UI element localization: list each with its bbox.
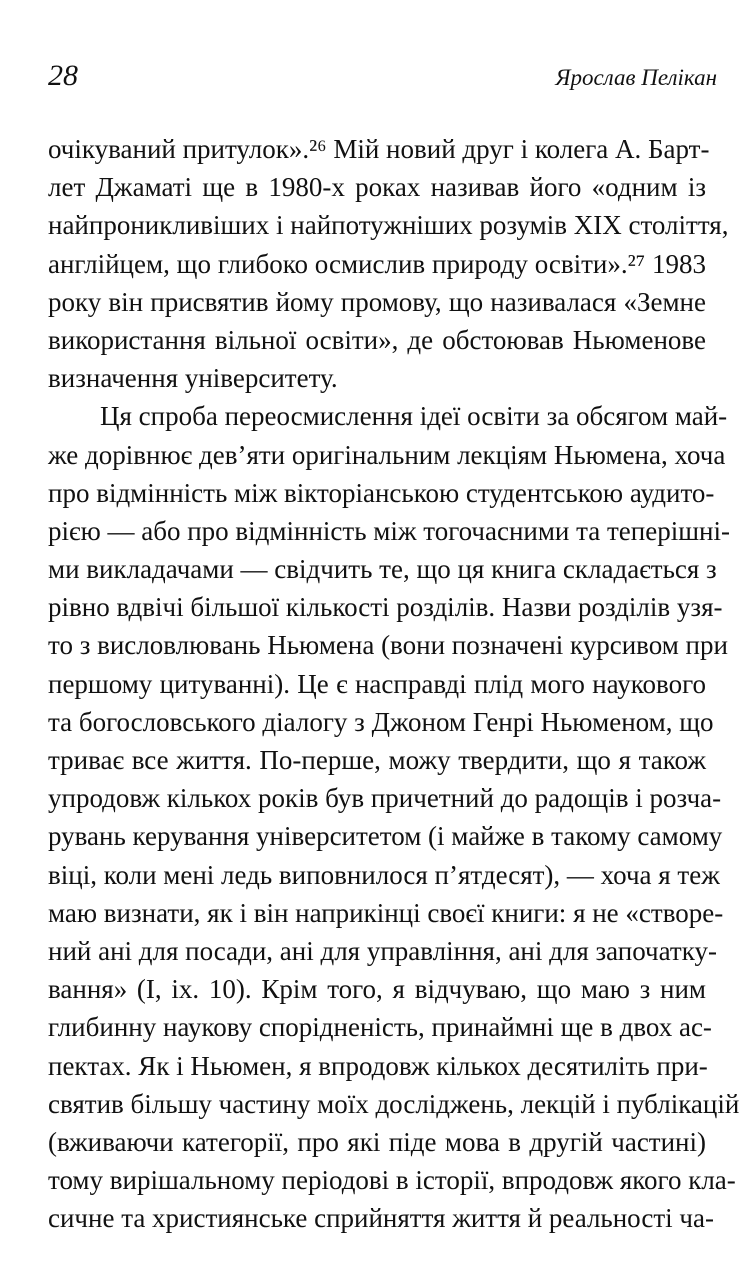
text-line: (вживаючи категорії, про які піде мова в другій частині)	[48, 1126, 706, 1157]
text-line: та богословського діалогу з Джоном Генрі Ньюменом, що	[48, 706, 714, 737]
running-head: Ярослав Пелікан	[555, 65, 717, 90]
body-text	[48, 130, 740, 1237]
paragraph-end-line: визначення університету.	[48, 363, 338, 394]
text-line: року він присвятив йому промову, що називалася «Земне	[48, 286, 706, 317]
text-line: глибинну наукову спорідненість, принаймні ще в двох ас-	[48, 1012, 712, 1043]
text-line: ний ані для посади, ані для управління, ані для започатку-	[48, 935, 717, 966]
text-line: то з висловлювань Ньюмена (вони позначені курсивом при	[48, 630, 728, 661]
text-line: маю визнати, як і він наприкінці своєї книги: я не «створе-	[48, 897, 724, 928]
text-line: рівно вдвічі більшої кількості розділів. Назви розділів узя-	[48, 592, 723, 623]
text-line: рувань керування університетом (і майже в такому самому	[48, 821, 723, 852]
text-line: упродовж кількох років був причетний до радощів і розча-	[48, 783, 722, 814]
text-line: тому вирішальному періодові в історії, впродовж якого кла-	[48, 1165, 736, 1196]
text-line: найпроникливіших і найпотужніших розумів XIX століття,	[48, 210, 729, 241]
text-line: очікуваний притулок».²⁶ Мій новий друг і колега А. Барт-	[48, 134, 710, 164]
text-line: сичне та християнське сприйняття життя й реальності ча-	[48, 1203, 714, 1234]
text-line: віці, коли мені ледь виповнилося п’ятдесят), — хоча я теж	[48, 859, 720, 890]
text-line: же дорівнює дев’яти оригінальним лекціям Ньюмена, хоча	[48, 439, 726, 470]
text-line: ми викладачами — свідчить те, що ця книга складається з	[48, 554, 717, 585]
text-line: англійцем, що глибоко осмислив природу освіти».²⁷ 1983	[48, 248, 706, 279]
page-header	[48, 56, 717, 96]
page-number: 28	[48, 59, 78, 92]
text-line: триває все життя. По-перше, можу твердити, що я також	[48, 745, 706, 775]
text-line: вання» (I, ix. 10). Крім того, я відчуваю, що маю з ним	[48, 974, 706, 1005]
text-line: про відмінність між вікторіанською студентською аудито-	[48, 477, 715, 508]
text-line: використання вільної освіти», де обстоював Ньюменове	[48, 324, 706, 355]
text-line: пектах. Як і Ньюмен, я впродовж кількох десятиліть при-	[48, 1050, 708, 1081]
text-line: лет Джаматі ще в 1980-х роках називав його «одним із	[48, 172, 706, 203]
paragraph-first-line: Ця спроба переосмислення ідеї освіти за обсягом май-	[100, 401, 728, 432]
text-line: святив більшу частину моїх досліджень, лекцій і публікацій	[48, 1088, 740, 1119]
text-line: рією — або про відмінність між тогочасними та теперішні-	[48, 515, 730, 546]
text-line: першому цитуванні). Це є насправді плід мого наукового	[48, 668, 706, 699]
